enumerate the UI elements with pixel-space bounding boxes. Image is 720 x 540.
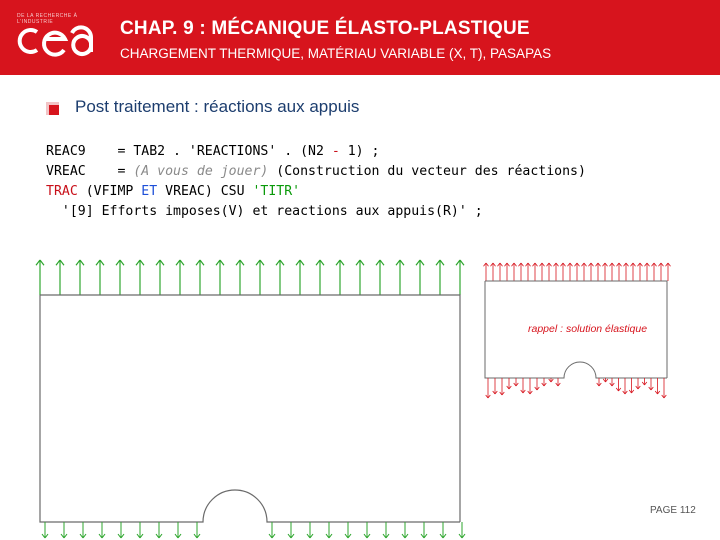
elastic-solution-inset — [480, 258, 672, 418]
reaction-arrow — [542, 378, 547, 386]
reaction-arrow — [156, 260, 164, 295]
reaction-arrow — [649, 378, 654, 390]
reaction-arrow — [459, 522, 465, 538]
reaction-arrow — [61, 522, 67, 538]
reaction-arrow — [288, 522, 294, 538]
reaction-arrow — [96, 260, 104, 295]
reaction-arrow — [610, 378, 615, 386]
code-line-2: VREAC = (A vous de jouer) (Construction du vecteur des réactions) — [46, 164, 586, 179]
reaction-arrow — [603, 378, 608, 382]
reaction-arrow — [396, 260, 404, 295]
reaction-arrow — [655, 378, 660, 394]
reaction-arrow — [645, 263, 650, 281]
header-banner — [0, 0, 720, 75]
reaction-arrow — [568, 263, 573, 281]
reaction-arrow — [662, 378, 667, 398]
reaction-arrow — [316, 260, 324, 295]
plastic-reactions-figure — [30, 240, 470, 540]
reaction-arrow — [402, 522, 408, 538]
reaction-arrow — [597, 378, 602, 386]
reaction-arrow — [99, 522, 105, 538]
reaction-arrow — [547, 263, 552, 281]
code-line-1: REAC9 = TAB2 . 'REACTIONS' . (N2 - 1) ; — [46, 144, 380, 159]
reaction-arrow — [666, 263, 671, 281]
reaction-arrow — [269, 522, 275, 538]
reaction-arrow — [507, 378, 512, 389]
reaction-arrow — [491, 263, 496, 281]
code-line-3: TRAC (VFIMP ET VREAC) CSU 'TITR' — [46, 184, 301, 199]
reaction-arrow — [336, 260, 344, 295]
reaction-arrow — [307, 522, 313, 538]
reaction-arrow — [364, 522, 370, 538]
reaction-arrow — [456, 260, 464, 295]
reaction-arrow — [549, 378, 554, 382]
reaction-arrow — [596, 263, 601, 281]
inset-caption: rappel : solution élastique — [528, 323, 648, 335]
reaction-arrow — [498, 263, 503, 281]
reaction-arrow — [629, 378, 634, 393]
reaction-arrow — [623, 378, 628, 394]
reaction-arrow — [528, 378, 533, 394]
reaction-arrow — [36, 260, 44, 295]
structure-outline — [40, 295, 460, 522]
imposed-force-arrows-top — [36, 260, 464, 295]
logo-tagline: DE LA RECHERCHE À L'INDUSTRIE — [17, 13, 78, 25]
page-number: PAGE 112 — [650, 505, 696, 516]
reaction-arrow — [624, 263, 629, 281]
reaction-arrow — [554, 263, 559, 281]
reaction-arrow — [421, 522, 427, 538]
reaction-arrow — [659, 263, 664, 281]
reaction-arrow — [256, 260, 264, 295]
reaction-arrow — [526, 263, 531, 281]
reaction-arrow — [376, 260, 384, 295]
reaction-arrow — [116, 260, 124, 295]
code-line-4: '[9] Efforts imposes(V) et reactions aux appuis(R)' ; — [61, 204, 483, 219]
page-subtitle: CHARGEMENT THERMIQUE, MATÉRIAU VARIABLE (X, T), PASAPAS — [120, 46, 552, 61]
reaction-arrow — [512, 263, 517, 281]
reaction-arrow — [533, 263, 538, 281]
reaction-arrow — [519, 263, 524, 281]
reaction-arrow — [582, 263, 587, 281]
reaction-arrow — [535, 378, 540, 390]
reaction-arrow — [76, 260, 84, 295]
reaction-arrow — [196, 260, 204, 295]
reaction-arrow — [652, 263, 657, 281]
reaction-arrow — [556, 378, 561, 386]
reaction-arrow — [636, 378, 641, 389]
reaction-arrow — [137, 522, 143, 538]
reaction-arrow — [416, 260, 424, 295]
section-heading: Post traitement : réactions aux appuis — [75, 97, 360, 116]
cea-logo — [17, 24, 93, 58]
reaction-arrow — [631, 263, 636, 281]
reaction-arrow — [383, 522, 389, 538]
reaction-arrow — [194, 522, 200, 538]
reaction-arrow — [440, 522, 446, 538]
reaction-arrow — [56, 260, 64, 295]
reaction-arrow — [561, 263, 566, 281]
reaction-arrow — [80, 522, 86, 538]
reaction-arrow — [484, 263, 489, 281]
page-title: CHAP. 9 : MÉCANIQUE ÉLASTO-PLASTIQUE — [120, 18, 530, 39]
reaction-arrow — [156, 522, 162, 538]
reaction-arrow — [575, 263, 580, 281]
reaction-arrow — [493, 378, 498, 394]
bullet-square-icon — [46, 102, 59, 115]
reaction-arrow — [540, 263, 545, 281]
reaction-arrow — [617, 263, 622, 281]
reaction-arrow — [136, 260, 144, 295]
reaction-arrow — [638, 263, 643, 281]
reaction-arrow — [589, 263, 594, 281]
reaction-arrow — [175, 522, 181, 538]
reaction-arrow — [603, 263, 608, 281]
reaction-arrow — [176, 260, 184, 295]
reaction-arrow — [296, 260, 304, 295]
reaction-arrow — [610, 263, 615, 281]
reaction-arrow — [356, 260, 364, 295]
reaction-arrow — [436, 260, 444, 295]
reaction-arrow — [345, 522, 351, 538]
reaction-arrow — [276, 260, 284, 295]
reaction-arrow — [505, 263, 510, 281]
reaction-arrow — [42, 522, 48, 538]
reaction-arrow — [500, 378, 505, 395]
reaction-arrow — [326, 522, 332, 538]
support-reaction-arrows-bottom — [42, 522, 465, 538]
reaction-arrow — [216, 260, 224, 295]
reaction-arrow — [236, 260, 244, 295]
code-block — [46, 142, 586, 222]
reaction-arrow — [486, 378, 491, 398]
reaction-arrow — [616, 378, 621, 391]
reaction-arrow — [118, 522, 124, 538]
reaction-arrow — [521, 378, 526, 393]
reaction-arrow — [642, 378, 647, 385]
reaction-arrow — [514, 378, 519, 386]
